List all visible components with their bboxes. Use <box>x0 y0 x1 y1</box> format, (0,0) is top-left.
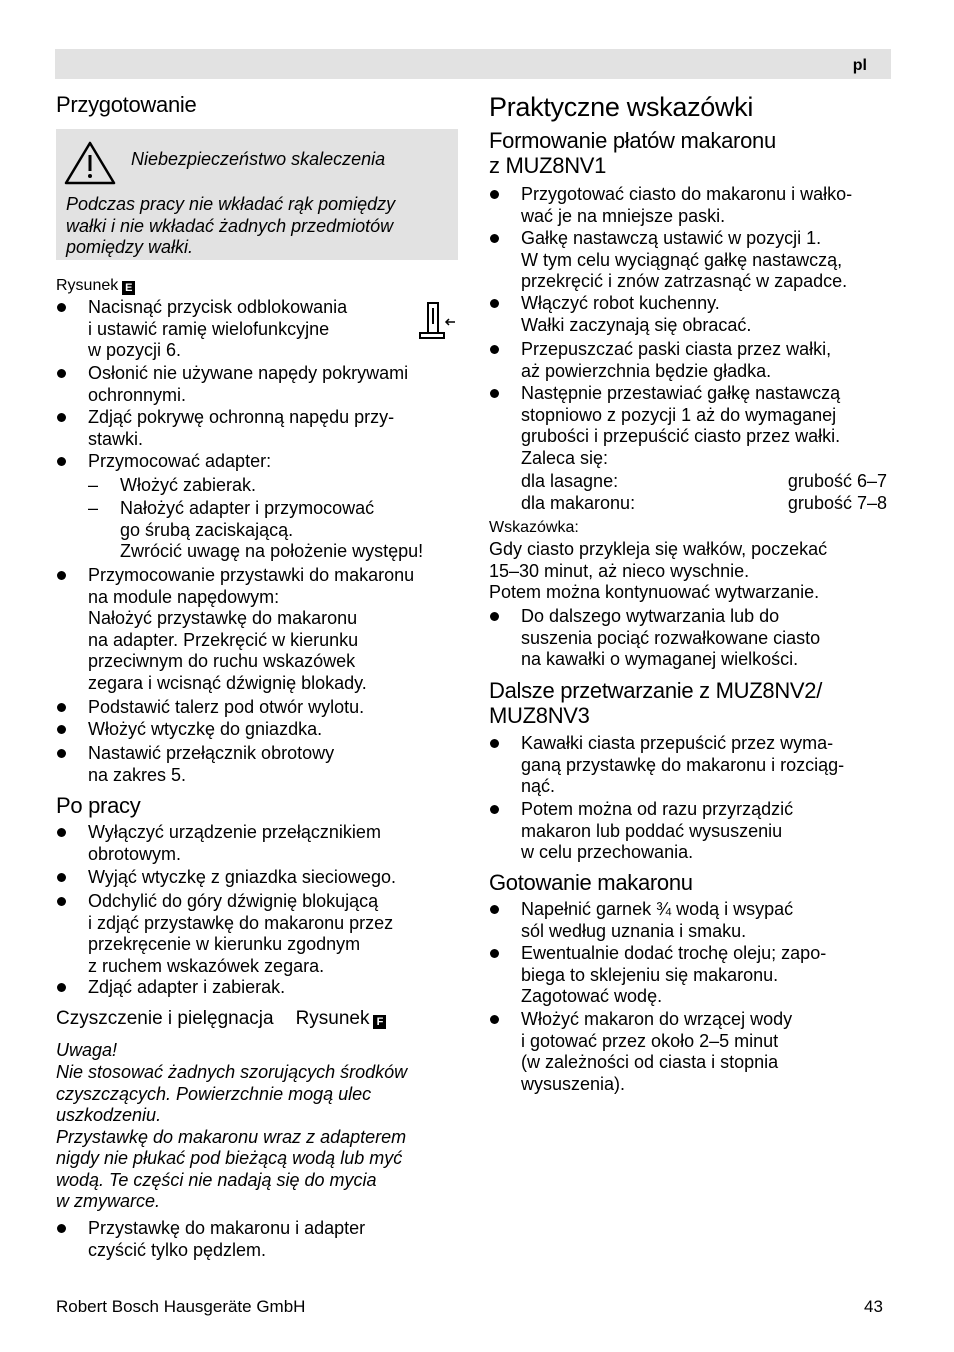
list-item: Nastawić przełącznik obrotowy na zakres 5. <box>88 743 335 785</box>
subsection-title-muz8nv1: Formowanie płatów makaronu z MUZ8NV1 <box>489 128 776 178</box>
subsection-title-gotowanie: Gotowanie makaronu <box>489 870 693 895</box>
list-item: Gałkę nastawczą ustawić w pozycji 1. W tym celu wyciągnąć gałkę nastawczą, przekręcić i znów zatrzasnąć w zapadce. <box>521 228 848 291</box>
bullet-dot <box>490 190 499 199</box>
list-item: Przepuszczać paski ciasta przez wałki, aż powierzchnia będzie gładka. <box>521 339 832 381</box>
bullet-dot <box>57 983 66 992</box>
subsection-title-muz8nv2: Dalsze przetwarzanie z MUZ8NV2/ MUZ8NV3 <box>489 678 823 728</box>
recommend-label: dla lasagne: <box>521 471 619 491</box>
list-item: Podstawić talerz pod otwór wylotu. <box>88 697 365 717</box>
caution-label: Uwaga! <box>56 1040 118 1060</box>
bullet-dot <box>490 1015 499 1024</box>
footer-company: Robert Bosch Hausgeräte GmbH <box>56 1297 306 1316</box>
list-item: Przymocowanie przystawki do makaronu na module napędowym: Nałożyć przystawkę do makaronu na adapter. Przekręcić w kierunku przeciwnym do ruchu wskazówek zegara i wcisnąć dźwignię blokady. <box>88 565 415 693</box>
cleaning-heading <box>56 1008 386 1030</box>
list-item: Osłonić nie używane napędy pokrywami ochronnymi. <box>88 363 409 405</box>
recommend-row <box>521 493 887 515</box>
warning-title: Niebezpieczeństwo skaleczenia <box>131 149 386 169</box>
list-item: Włączyć robot kuchenny. Wałki zaczynają się obracać. <box>521 293 752 335</box>
bullet-dot <box>57 571 66 580</box>
bullet-dot <box>490 299 499 308</box>
bullet-dot <box>57 1224 66 1233</box>
list-item: Zdjąć adapter i zabierak. <box>88 977 286 997</box>
list-item: Odchylić do góry dźwignię blokującą i zdjąć przystawkę do makaronu przez przekręcenie w kierunku zgodnym z ruchem wskazówek zegara. <box>88 891 394 976</box>
dash-marker: – <box>88 498 99 518</box>
warning-triangle-icon <box>62 139 118 187</box>
list-item: Wyłączyć urządzenie przełącznikiem obrotowym. <box>88 822 381 864</box>
section-title-po-pracy: Po pracy <box>56 793 141 818</box>
list-item: Zdjąć pokrywę ochronną napędu przy- stawki. <box>88 407 395 449</box>
sub-list-item: Włożyć zabierak. <box>120 475 257 495</box>
list-item: Przymocować adapter: <box>88 451 272 471</box>
bullet-dot <box>490 345 499 354</box>
language-code: pl <box>852 57 867 74</box>
bullet-dot <box>57 873 66 882</box>
list-item: Przystawkę do makaronu i adapter czyścić tylko pędzlem. <box>88 1218 366 1260</box>
caution-text: Nie stosować żadnych szorujących środków czyszczących. Powierzchnie mogą ulec uszkodzeniu. Przystawkę do makaronu wraz z adapterem nigdy nie płukać pod bieżącą wodą lub myć wodą. Te części nie nadają się do mycia w zmywarce. <box>56 1062 408 1211</box>
bullet-dot <box>57 457 66 466</box>
cleaning-title: Czyszczenie i pielęgnacja <box>56 1008 274 1029</box>
warning-box <box>56 129 458 260</box>
bullet-dot <box>57 369 66 378</box>
list-item: Włożyć makaron do wrzącej wody i gotować przez około 2–5 minut (w zależności od ciasta i stopnia wysuszenia). <box>521 1009 793 1094</box>
warning-text: Podczas pracy nie wkładać rąk pomiędzy wałki i nie wkładać żadnych przedmiotów pomiędzy wałki. <box>66 194 396 257</box>
bullet-dot <box>57 828 66 837</box>
recommend-value: grubość 6–7 <box>787 471 887 491</box>
list-item: Przygotować ciasto do makaronu i wałko- wać je na mniejsze paski. <box>521 184 853 226</box>
list-item: Nacisnąć przycisk odblokowania i ustawić ramię wielofunkcyjne w pozycji 6. <box>88 297 348 360</box>
multifunction-arm-position-icon <box>418 300 458 342</box>
list-item: Włożyć wtyczkę do gniazdka. <box>88 719 323 739</box>
list-item: Kawałki ciasta przepuścić przez wyma- ganą przystawkę do makaronu i rozciąg- nąć. <box>521 733 845 796</box>
bullet-dot <box>57 725 66 734</box>
section-title-przygotowanie: Przygotowanie <box>56 92 197 117</box>
figure-label: Rysunek <box>56 277 119 294</box>
recommend-label: dla makaronu: <box>521 493 636 513</box>
bullet-dot <box>490 389 499 398</box>
list-item: Do dalszego wytwarzania lub do suszenia pociąć rozwałkowane ciasto na kawałki o wymaganej wielkości. <box>521 606 821 669</box>
bullet-dot <box>490 739 499 748</box>
bullet-dot <box>57 749 66 758</box>
list-item: Potem można od razu przyrządzić makaron lub poddać wysuszeniu w celu przechowania. <box>521 799 794 862</box>
figure-reference-e <box>56 275 135 297</box>
list-item: Napełnić garnek ¾ wodą i wsypać sól według uznania i smaku. <box>521 899 794 941</box>
bullet-dot <box>490 612 499 621</box>
sub-list-item: Nałożyć adapter i przymocować go śrubą zaciskającą. Zwrócić uwagę na położenie występu! <box>120 498 424 561</box>
list-item: Wyjąć wtyczkę z gniazdka sieciowego. <box>88 867 396 887</box>
list-item: Następnie przestawiać gałkę nastawczą stopniowo z pozycji 1 aż do wymaganej grubości i przepuścić ciasto przez wałki. Zaleca się: <box>521 383 841 468</box>
bullet-dot <box>490 949 499 958</box>
main-title: Praktyczne wskazówki <box>489 92 754 122</box>
bullet-dot <box>490 234 499 243</box>
list-item: Ewentualnie dodać trochę oleju; zapo- biega to sklejeniu się makaronu. Zagotować wodę. <box>521 943 827 1006</box>
bullet-dot <box>57 413 66 422</box>
bullet-dot <box>57 703 66 712</box>
note-text: Gdy ciasto przykleja się wałków, poczekać 15–30 minut, aż nieco wyschnie. Potem można kontynuować wytwarzanie. <box>489 539 828 602</box>
recommend-row <box>521 471 887 493</box>
note-label: Wskazówka: <box>489 519 579 536</box>
bullet-dot <box>57 897 66 906</box>
figure-label: Rysunek <box>295 1008 370 1029</box>
bullet-dot <box>57 303 66 312</box>
figure-letter-f: F <box>373 1015 386 1029</box>
page-number: 43 <box>864 1297 883 1316</box>
figure-letter-e: E <box>122 281 135 295</box>
dash-marker: – <box>88 475 99 495</box>
recommend-value: grubość 7–8 <box>787 493 887 513</box>
bullet-dot <box>490 905 499 914</box>
bullet-dot <box>490 805 499 814</box>
header-bar <box>55 49 891 79</box>
